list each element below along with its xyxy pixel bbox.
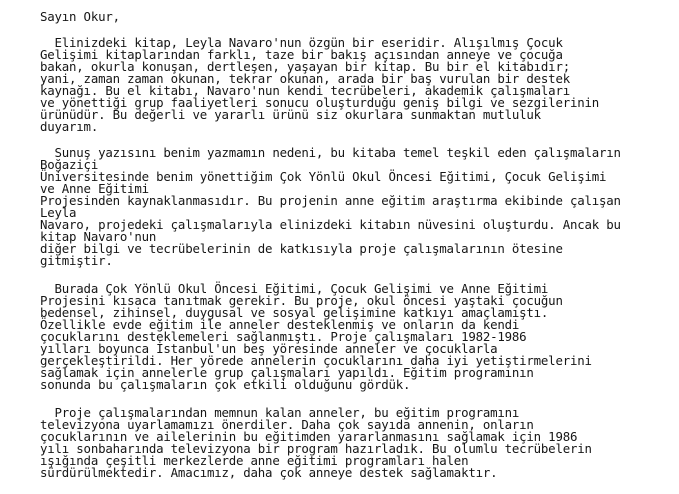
p2-line-3: Üniversitesinde benim yönettiğim Çok Yönlü Okul Öncesi Eğitimi, Çocuk Gelişimi: [40, 169, 607, 184]
p2-line-10: gitmiştir.: [40, 253, 113, 268]
p1-line-6: ve yönettiği grup faaliyetleri sonucu oluşturduğu geniş bilgi ve sezgilerinin: [40, 95, 600, 110]
p3-line-4: Özellikle evde eğitim ile anneler desteklenmiş ve onların da kendi: [40, 317, 520, 332]
p3-line-7: gerçekleştirildi. Her yörede annelerin çocuklarını daha iyi yetiştirmelerini: [40, 353, 592, 368]
p2-line-1: Sunuş yazısını benim yazmamın nedeni, bu kitaba temel teşkil eden çalışmaların: [40, 145, 621, 160]
p4-line-3: çocuklarının ve ailelerinin bu eğitimden yararlanmasını sağlamak için 1986: [40, 429, 578, 444]
p3-line-8: sağlamak için annelerle grup çalışmaları yapıldı. Eğitim programının: [40, 365, 534, 380]
p2-line-8: kitap Navaro'nun: [40, 229, 157, 244]
p4-line-4: yılı sonbaharında televizyona bir program hazırladık. Bu olumlu tecrübelerin: [40, 441, 592, 456]
p1-line-2: Gelişimi kitaplarından farklı, taze bir bakış açısından anneye ve çocuğa: [40, 47, 563, 62]
salutation: Sayın Okur,: [40, 9, 120, 24]
p2-line-5: Projesinden kaynaklanmasıdır. Bu projenin anne eğitim araştırma ekibinde çalışan: [40, 193, 621, 208]
p2-line-7: Navaro, projedeki çalışmalarıyla elinizdeki kitabın nüvesini oluşturdu. Ancak bu: [40, 217, 621, 232]
p2-line-4: ve Anne Eğitimi: [40, 181, 149, 196]
p1-line-5: kaynağı. Bu el kitabı, Navaro'nun kendi tecrübeleri, akademik çalışmaları: [40, 83, 570, 98]
p1-line-4: yani, zaman zaman okunan, tekrar okunan, arada bir baş vurulan bir destek: [40, 71, 570, 86]
p4-line-6: sürdürülmektedir. Amacımız, daha çok anneye destek sağlamaktır.: [40, 465, 498, 480]
p3-line-9: sonunda bu çalışmaların çok etkili olduğunu gördük.: [40, 377, 411, 392]
p2-line-2: Boğaziçi: [40, 157, 99, 172]
p3-line-5: çocuklarını desteklemeleri sağlanmıştı. Proje çalışmaları 1982-1986: [40, 329, 527, 344]
p1-line-1: Elinizdeki kitap, Leyla Navaro'nun özgün bir eseridir. Alışılmış Çocuk: [40, 35, 563, 50]
p4-line-5: ışığında çeşitli merkezlerde anne eğitimi programları halen: [40, 453, 469, 468]
p3-line-1: Burada Çok Yönlü Okul Öncesi Eğitimi, Çocuk Gelişimi ve Anne Eğitimi: [40, 281, 549, 296]
p1-line-3: bakan, okurla konuşan, dertleşen, yaşayan bir kitap. Bu bir el kitabıdır;: [40, 59, 570, 74]
p4-line-2: televizyona uyarlamamızı önerdiler. Daha çok sayıda annenin, onların: [40, 417, 534, 432]
p2-line-6: Leyla: [40, 205, 77, 220]
p3-line-6: yılları boyunca İstanbul'un beş yöresinde anneler ve çocuklarla: [40, 341, 498, 356]
p2-line-9: diğer bilgi ve tecrübelerinin de katkısıyla proje çalışmalarının ötesine: [40, 241, 563, 256]
p3-line-3: bedensel, zihinsel, duygusal ve sosyal gelişimine katkıyı amaçlamıştı.: [40, 305, 549, 320]
p3-line-2: Projesini kısaca tanıtmak gerekir. Bu proje, okul öncesi yaştaki çocuğun: [40, 293, 563, 308]
p1-line-8: duyarım.: [40, 119, 99, 134]
p1-line-7: ürünüdür. Bu değerli ve yararlı ürünü siz okurlara sunmaktan mutluluk: [40, 107, 541, 122]
p4-line-1: Proje çalışmalarından memnun kalan anneler, bu eğitim programını: [40, 405, 520, 420]
